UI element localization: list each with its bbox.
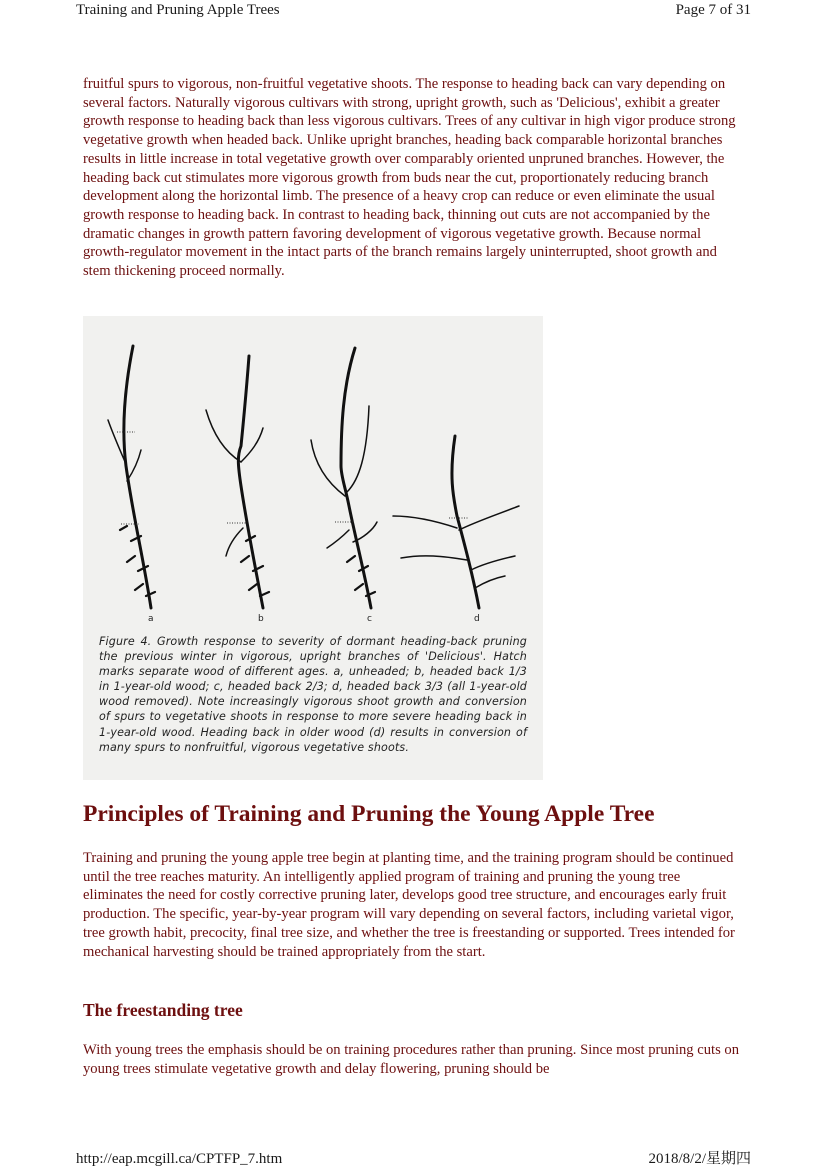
figure-4 <box>83 316 543 780</box>
subsection-heading: The freestanding tree <box>83 1000 243 1020</box>
page-header <box>76 0 751 20</box>
figure-label-b: b <box>258 614 264 624</box>
branch-a <box>124 346 151 608</box>
subsection-paragraph: With young trees the emphasis should be on training procedures rather than pruning. Since most pruning cuts on young trees stimulate vegetative growth and delay flowering, pruning should be <box>83 1042 739 1077</box>
page-footer <box>76 1149 751 1169</box>
section-heading: Principles of Training and Pruning the Young Apple Tree <box>83 801 655 827</box>
footer-date: 2018/8/2/星期四 <box>648 1151 751 1167</box>
footer-url[interactable]: http://eap.mcgill.ca/CPTFP_7.htm <box>76 1151 283 1167</box>
page-number: Page 7 of 31 <box>675 2 751 18</box>
figure-label-d: d <box>474 614 480 624</box>
body-paragraph: fruitful spurs to vigorous, non-fruitful vegetative shoots. The response to heading back can vary depending on several factors. Naturally vigorous cultivars with strong, upright growth, such as 'Delicious', exhibit a greater growth response to heading back than less vigorous cultivars. Trees of any cultivar in high vigor produce strong vegetative growth when headed back. Unlike upright branches, heading back comparable horizontal branches results in little increase in total vegetative growth over comparably oriented unpruned branches. However, the heading back cut stimulates more vigorous growth from buds near the cut, proportionately reducing branch development along the horizontal limb. The presence of a heavy crop can reduce or even eliminate the usual growth response to heading back. In contrast to heading back, thinning out cuts are not accompanied by the dramatic changes in growth pattern favoring development of vigorous vegetative growth. Because normal growth-regulator movement in the intact parts of the branch remains largely uninterrupted, shoot growth and stem thickening proceed normally. <box>83 76 736 280</box>
document-title: Training and Pruning Apple Trees <box>76 2 280 18</box>
figure-caption: Figure 4. Growth response to severity of dormant heading-back pruning the previous winter in vigorous, upright branches of 'Delicious'. Hatch marks separate wood of different ages. a, unheaded; b, headed back 1/3 in 1-year-old wood; c, headed back 2/3; d, headed back 3/3 (all 1-year-old wood removed). Note increasingly vigorous shoot growth and conversion of spurs to vegetative shoots in response to more severe heading back in 1-year-old wood. Heading back in older wood (d) results in conversion of many spurs to nonfruitful, vigorous vegetative shoots. <box>99 635 527 754</box>
branch-b <box>238 356 263 608</box>
branch-illustration <box>83 316 543 616</box>
figure-label-a: a <box>148 614 154 624</box>
figure-label-c: c <box>367 614 372 624</box>
section-paragraph: Training and pruning the young apple tree begin at planting time, and the training program should be continued until the tree reaches maturity. An intelligently applied program of training and pruning the young tree eliminates the need for costly corrective pruning later, develops good tree structure, and encourages early fruit production. The specific, year-by-year program will vary depending on several factors, including varietal vigor, tree growth habit, precocity, final tree size, and whether the tree is freestanding or supported. Trees intended for mechanical harvesting should be trained appropriately from the start. <box>83 850 735 960</box>
branch-d <box>452 436 479 608</box>
